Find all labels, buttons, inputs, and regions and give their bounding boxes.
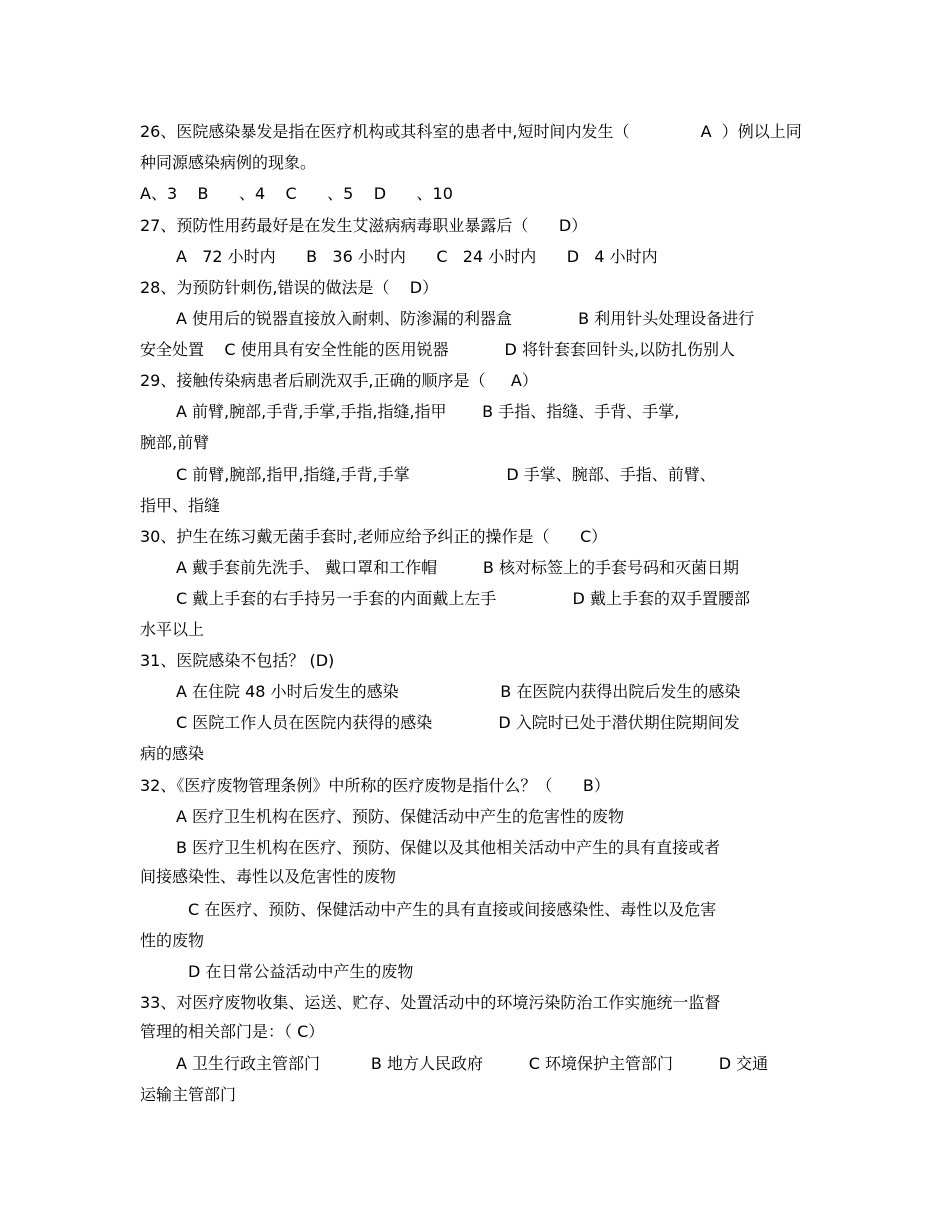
- q30-stem: 30、护生在练习戴无菌手套时,老师应给予纠正的操作是（ C）: [140, 527, 608, 546]
- q30-options-line2: C 戴上手套的右手持另一手套的内面戴上左手 D 戴上手套的双手置腰部: [176, 589, 750, 608]
- q26-options: A、3 B 、4 C 、5 D 、10: [140, 184, 453, 203]
- q26-stem-line1: 26、医院感染暴发是指在医疗机构或其科室的患者中,短时间内发生（ A ）例以上同: [140, 122, 802, 141]
- q31-stem: 31、医院感染不包括？ (D): [140, 651, 335, 670]
- q31-options-line2: C 医院工作人员在医院内获得的感染 D 入院时已处于潜伏期住院期间发: [176, 713, 740, 732]
- q32-stem: 32、《医疗废物管理条例》中所称的医疗废物是指什么？（ B）: [140, 776, 610, 795]
- q28-stem: 28、为预防针刺伤,错误的做法是（ D）: [140, 278, 439, 297]
- q30-options-line3: 水平以上: [140, 620, 205, 639]
- q33-stem-line1: 33、对医疗废物收集、运送、贮存、处置活动中的环境污染防治工作实施统一监督: [140, 993, 721, 1012]
- q29-options-line4: 指甲、指缝: [140, 496, 221, 515]
- q31-options-line1: A 在住院 48 小时后发生的感染 B 在医院内获得出院后发生的感染: [176, 682, 741, 701]
- q29-options-line1: A 前臂,腕部,手背,手掌,手指,指缝,指甲 B 手指、指缝、手背、手掌,: [176, 402, 680, 421]
- q28-options-line2: 安全处置 C 使用具有安全性能的医用锐器 D 将针套套回针头,以防扎伤别人: [140, 340, 736, 359]
- q32-option-b-line1: B 医疗卫生机构在医疗、预防、保健以及其他相关活动中产生的具有直接或者: [176, 838, 721, 857]
- q30-options-line1: A 戴手套前先洗手、 戴口罩和工作帽 B 核对标签上的手套号码和灭菌日期: [176, 558, 739, 577]
- q28-options-line1: A 使用后的锐器直接放入耐刺、防渗漏的利器盒 B 利用针头处理设备进行: [176, 309, 755, 328]
- q29-options-line2: 腕部,前臂: [140, 433, 210, 452]
- q32-option-a: A 医疗卫生机构在医疗、预防、保健活动中产生的危害性的废物: [176, 807, 625, 826]
- q33-options-line2: 运输主管部门: [140, 1085, 237, 1104]
- q32-option-b-line2: 间接感染性、毒性以及危害性的废物: [140, 867, 397, 886]
- q32-option-d: D 在日常公益活动中产生的废物: [188, 962, 414, 981]
- q29-stem: 29、接触传染病患者后刷洗双手,正确的顺序是（ A）: [140, 371, 538, 390]
- q27-options: A 72 小时内 B 36 小时内 C 24 小时内 D 4 小时内: [176, 247, 658, 266]
- q33-options-line1: A 卫生行政主管部门 B 地方人民政府 C 环境保护主管部门 D 交通: [176, 1054, 769, 1073]
- q29-options-line3: C 前臂,腕部,指甲,指缝,手背,手掌 D 手掌、腕部、手指、前臂、: [176, 465, 716, 484]
- q32-option-c-line2: 性的废物: [140, 931, 205, 950]
- q31-options-line3: 病的感染: [140, 744, 205, 763]
- q26-stem-line2: 种同源感染病例的现象。: [140, 153, 317, 172]
- q33-stem-line2: 管理的相关部门是：（ C）: [140, 1022, 325, 1041]
- q27-stem: 27、预防性用药最好是在发生艾滋病病毒职业暴露后（ D）: [140, 216, 588, 235]
- q32-option-c-line1: C 在医疗、预防、保健活动中产生的具有直接或间接感染性、毒性以及危害: [188, 900, 717, 919]
